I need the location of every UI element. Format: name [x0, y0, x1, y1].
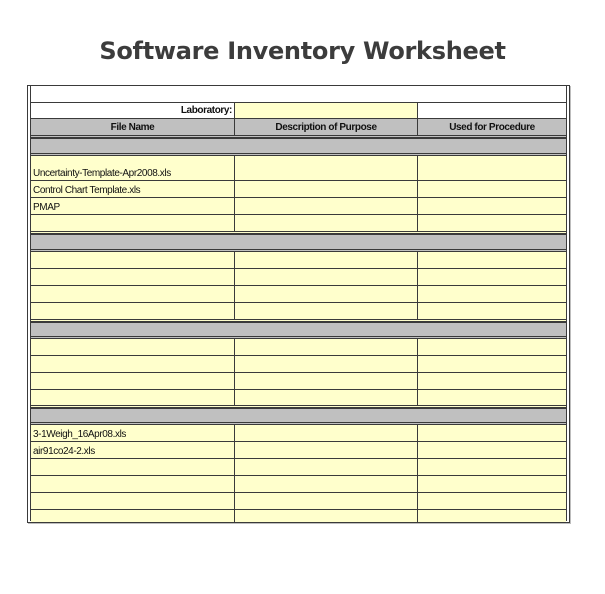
file-name-cell[interactable]: air91co24-2.xls	[31, 442, 235, 458]
description-cell[interactable]	[235, 442, 418, 458]
column-header-row	[31, 119, 566, 138]
procedure-cell[interactable]	[418, 339, 566, 355]
description-cell[interactable]	[235, 476, 418, 492]
description-cell[interactable]	[235, 459, 418, 475]
table-row	[31, 339, 566, 356]
table-row	[31, 198, 566, 215]
table-row	[31, 493, 566, 510]
file-name-cell[interactable]	[31, 476, 235, 492]
file-name-cell[interactable]: PMAP	[31, 198, 235, 214]
description-cell[interactable]	[235, 303, 418, 319]
procedure-cell[interactable]	[418, 198, 566, 214]
laboratory-blank-cell	[418, 103, 566, 118]
procedure-cell[interactable]	[418, 459, 566, 475]
section-divider-4	[31, 408, 566, 425]
blank-top-row	[31, 86, 566, 103]
file-name-cell[interactable]	[31, 303, 235, 319]
file-name-cell[interactable]	[31, 252, 235, 268]
header-used-for-procedure: Used for Procedure	[449, 121, 535, 133]
table-row	[31, 215, 566, 234]
table-row	[31, 476, 566, 493]
description-cell[interactable]	[235, 286, 418, 302]
description-cell[interactable]	[235, 510, 418, 522]
page-title: Software Inventory Worksheet	[99, 37, 506, 65]
procedure-cell[interactable]	[418, 181, 566, 197]
file-name-cell[interactable]	[31, 286, 235, 302]
file-name-cell[interactable]	[31, 390, 235, 405]
file-name-cell[interactable]: 3-1Weigh_16Apr08.xls	[31, 425, 235, 441]
file-name-cell[interactable]	[31, 510, 235, 522]
procedure-cell[interactable]	[418, 156, 566, 180]
description-cell[interactable]	[235, 198, 418, 214]
section-divider-2	[31, 234, 566, 252]
description-cell[interactable]	[235, 373, 418, 389]
procedure-cell[interactable]	[418, 252, 566, 268]
procedure-cell[interactable]	[418, 356, 566, 372]
table-row	[31, 459, 566, 476]
procedure-cell[interactable]	[418, 425, 566, 441]
file-name-cell[interactable]	[31, 339, 235, 355]
table-row	[31, 181, 566, 198]
description-cell[interactable]	[235, 493, 418, 509]
table-row	[31, 390, 566, 408]
procedure-cell[interactable]	[418, 286, 566, 302]
procedure-cell[interactable]	[418, 390, 566, 405]
table-row	[31, 510, 566, 522]
procedure-cell[interactable]	[418, 269, 566, 285]
file-name-cell[interactable]	[31, 215, 235, 231]
worksheet-table	[27, 85, 570, 523]
section-divider-1	[31, 138, 566, 156]
procedure-cell[interactable]	[418, 510, 566, 522]
procedure-cell[interactable]	[418, 373, 566, 389]
file-name-cell[interactable]	[31, 269, 235, 285]
description-cell[interactable]	[235, 390, 418, 405]
laboratory-row	[31, 103, 566, 119]
header-file-name: File Name	[31, 119, 235, 135]
table-row	[31, 156, 566, 181]
table-row	[31, 303, 566, 322]
table-row	[31, 373, 566, 390]
description-cell[interactable]	[235, 181, 418, 197]
procedure-cell[interactable]	[418, 493, 566, 509]
file-name-cell[interactable]: Uncertainty-Template-Apr2008.xls	[31, 156, 235, 180]
section-divider-3	[31, 322, 566, 339]
procedure-cell[interactable]	[418, 215, 566, 231]
header-description-of-purpose: Description of Purpose	[235, 119, 418, 135]
file-name-cell[interactable]	[31, 356, 235, 372]
description-cell[interactable]	[235, 425, 418, 441]
description-cell[interactable]	[235, 269, 418, 285]
file-name-cell[interactable]	[31, 373, 235, 389]
table-row	[31, 269, 566, 286]
table-row	[31, 252, 566, 269]
procedure-cell[interactable]	[418, 303, 566, 319]
description-cell[interactable]	[235, 339, 418, 355]
description-cell[interactable]	[235, 356, 418, 372]
laboratory-input[interactable]	[235, 103, 418, 118]
procedure-cell[interactable]	[418, 442, 566, 458]
procedure-cell[interactable]	[418, 476, 566, 492]
table-row	[31, 425, 566, 442]
file-name-cell[interactable]: Control Chart Template.xls	[31, 181, 235, 197]
laboratory-label: Laboratory:	[31, 103, 235, 118]
description-cell[interactable]	[235, 156, 418, 180]
description-cell[interactable]	[235, 215, 418, 231]
table-row	[31, 286, 566, 303]
description-cell[interactable]	[235, 252, 418, 268]
table-row	[31, 442, 566, 459]
table-row	[31, 356, 566, 373]
file-name-cell[interactable]	[31, 493, 235, 509]
file-name-cell[interactable]	[31, 459, 235, 475]
